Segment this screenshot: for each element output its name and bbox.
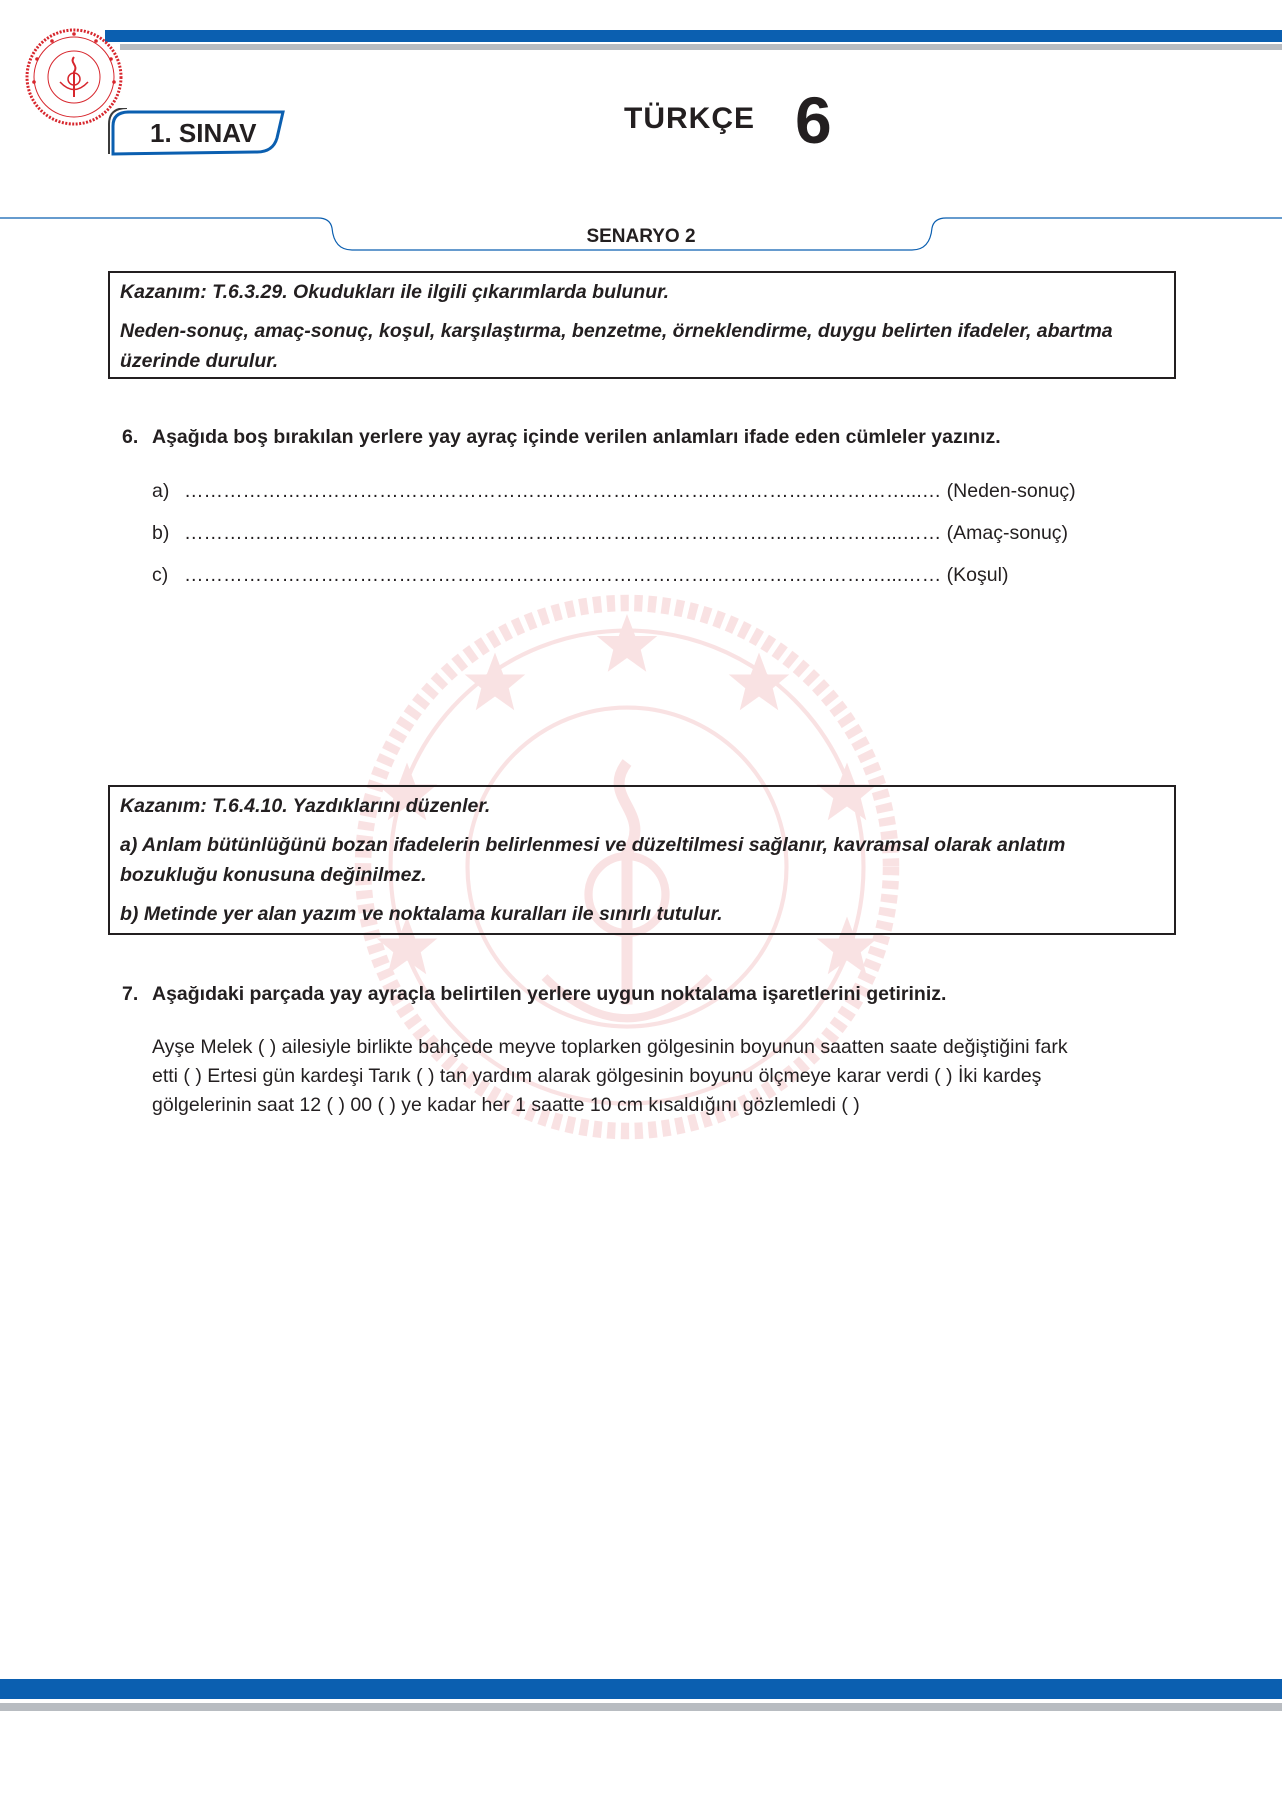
question-text: Aşağıdaki parçada yay ayraçla belirtilen yerlere uygun noktalama işaretlerini getiriniz. xyxy=(152,983,947,1005)
top-blue-bar xyxy=(105,30,1282,42)
answer-hint: (Neden-sonuç) xyxy=(941,480,1076,502)
question-number: 7. xyxy=(122,983,139,1005)
answer-hint: (Koşul) xyxy=(941,564,1009,586)
question-number: 6. xyxy=(122,426,139,448)
passage-line: etti ( ) Ertesi gün kardeşi Tarık ( ) tan yardım alarak gölgesinin boyunu ölçmeye karar verdi ( ) İki kardeş xyxy=(152,1065,1042,1087)
answer-hint: (Amaç-sonuç) xyxy=(941,522,1069,544)
question-text: Aşağıda boş bırakılan yerlere yay ayraç içinde verilen anlamları ifade eden cümleler yazınız. xyxy=(152,426,1001,448)
bottom-blue-bar xyxy=(0,1679,1282,1699)
answer-line-b[interactable] xyxy=(152,522,1068,545)
outcome-code: Kazanım: T.6.4.10. Yazdıklarını düzenler. xyxy=(120,795,491,817)
answer-blank[interactable]: …………………………………………………………………………………………………...… xyxy=(184,480,942,502)
answer-blank[interactable]: ………………………………………………………………………………………………...…… xyxy=(184,522,942,544)
scenario-title: SENARYO 2 xyxy=(586,226,696,247)
exam-label: 1. SINAV xyxy=(150,118,257,148)
answer-letter: b) xyxy=(152,522,170,544)
outcome-code: Kazanım: T.6.3.29. Okudukları ile ilgili çıkarımlarda bulunur. xyxy=(120,281,670,303)
outcome-description: Neden-sonuç, amaç-sonuç, koşul, karşılaştırma, benzetme, örneklendirme, duygu belirten ifadeler, abartma üzerinde durulur. xyxy=(120,320,1113,372)
top-gray-bar xyxy=(120,44,1282,50)
answer-letter: a) xyxy=(152,480,170,502)
answer-line-a[interactable] xyxy=(152,480,1076,503)
answer-line-c[interactable] xyxy=(152,564,1008,587)
subject-title: TÜRKÇE xyxy=(624,102,755,135)
answer-blank[interactable]: ………………………………………………………………………………………………...…… xyxy=(184,564,942,586)
answer-letter: c) xyxy=(152,564,169,586)
outcome-item-b: b) Metinde yer alan yazım ve noktalama kuralları ile sınırlı tutulur. xyxy=(120,903,723,925)
bottom-gray-bar xyxy=(0,1703,1282,1711)
question-7 xyxy=(122,983,1182,1009)
outcome-item-a: a) Anlam bütünlüğünü bozan ifadelerin belirlenmesi ve düzeltilmesi sağlanır, kavramsal olarak anlatım bozukluğu konusuna değinilmez. xyxy=(120,834,1066,886)
passage-line: Ayşe Melek ( ) ailesiyle birlikte bahçede meyve toplarken gölgesinin boyunun saatten saate değiştiğini fark xyxy=(152,1036,1068,1058)
passage-line: gölgelerinin saat 12 ( ) 00 ( ) ye kadar her 1 saatte 10 cm kısaldığını gözlemledi ( ) xyxy=(152,1094,860,1116)
learning-outcome-box xyxy=(108,785,1176,935)
question-6 xyxy=(122,426,1182,452)
grade-number: 6 xyxy=(795,83,832,157)
learning-outcome-box xyxy=(108,271,1176,379)
passage-text xyxy=(152,1033,1182,1120)
